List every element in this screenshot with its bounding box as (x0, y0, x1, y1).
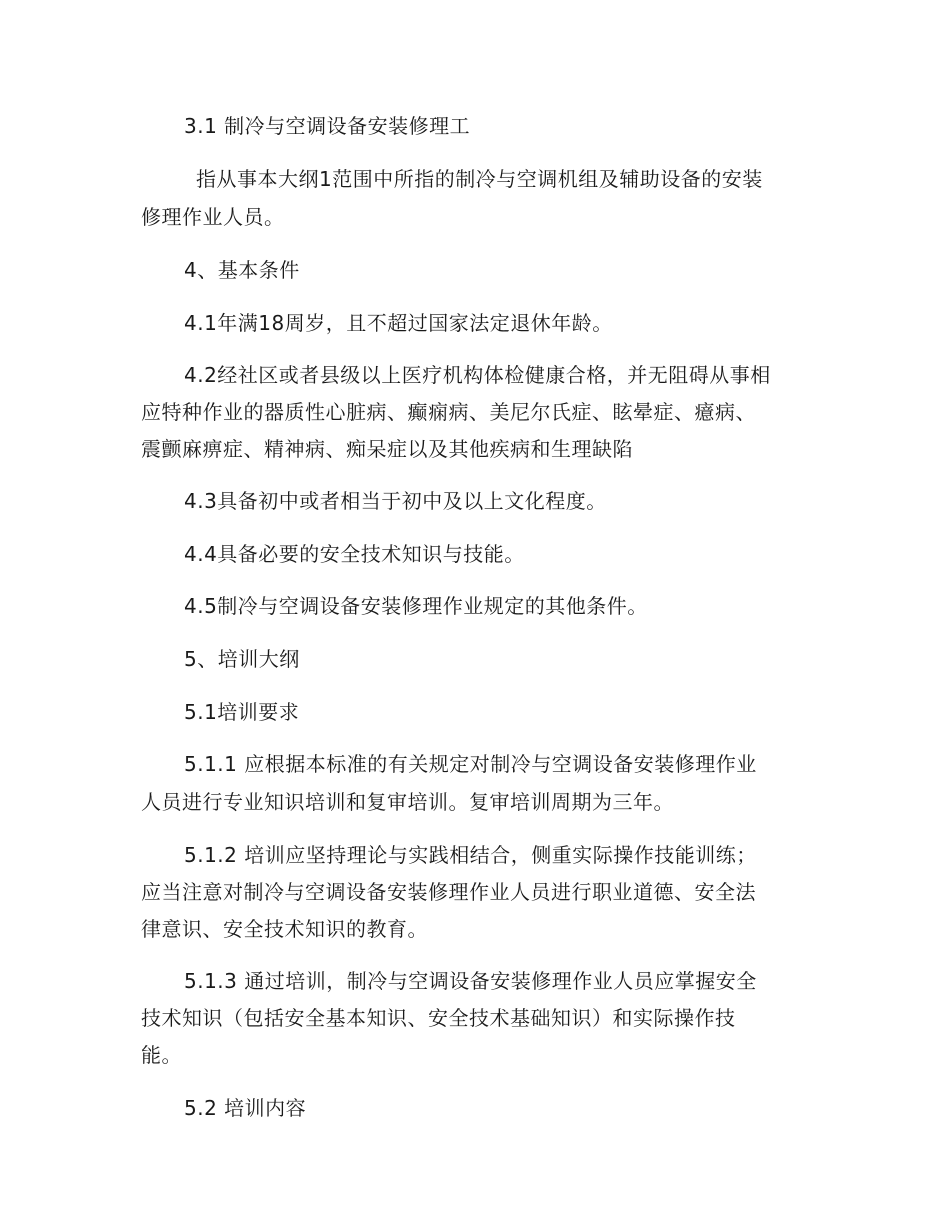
list-item-4-4: 4.4具备必要的安全技术知识与技能。 (184, 542, 525, 566)
paragraph-line: 应当注意对制冷与空调设备安装修理作业人员进行职业道德、安全法 (141, 880, 756, 904)
section-heading-5-2: 5.2 培训内容 (184, 1096, 307, 1120)
paragraph-line: 人员进行专业知识培训和复审培训。复审培训周期为三年。 (141, 790, 674, 814)
paragraph-line: 指从事本大纲1范围中所指的制冷与空调机组及辅助设备的安装 (196, 167, 763, 191)
paragraph-line: 技术知识（包括安全基本知识、安全技术基础知识）和实际操作技 (141, 1006, 736, 1030)
paragraph-line: 能。 (141, 1043, 182, 1067)
section-heading-5: 5、培训大纲 (184, 647, 300, 671)
list-item-4-3: 4.3具备初中或者相当于初中及以上文化程度。 (184, 489, 607, 513)
list-item-5-1-1: 5.1.1 应根据本标准的有关规定对制冷与空调设备安装修理作业 (184, 752, 757, 776)
list-item-4-5: 4.5制冷与空调设备安装修理作业规定的其他条件。 (184, 594, 648, 618)
section-heading-4: 4、基本条件 (184, 258, 300, 282)
section-heading-3-1: 3.1 制冷与空调设备安装修理工 (184, 114, 471, 138)
list-item-5-1-3: 5.1.3 通过培训，制冷与空调设备安装修理作业人员应掌握安全 (184, 969, 757, 993)
paragraph-line: 震颤麻痹症、精神病、痴呆症以及其他疾病和生理缺陷 (141, 437, 633, 461)
section-heading-5-1: 5.1培训要求 (184, 700, 300, 724)
paragraph-line: 应特种作业的器质性心脏病、癫痫病、美尼尔氏症、眩晕症、癔病、 (141, 400, 756, 424)
paragraph-line: 修理作业人员。 (141, 205, 285, 229)
list-item-4-1: 4.1年满18周岁，且不超过国家法定退休年龄。 (184, 311, 613, 335)
paragraph-line: 律意识、安全技术知识的教育。 (141, 917, 428, 941)
list-item-4-2: 4.2经社区或者县级以上医疗机构体检健康合格，并无阻碍从事相 (184, 363, 771, 387)
list-item-5-1-2: 5.1.2 培训应坚持理论与实践相结合，侧重实际操作技能训练； (184, 843, 757, 867)
